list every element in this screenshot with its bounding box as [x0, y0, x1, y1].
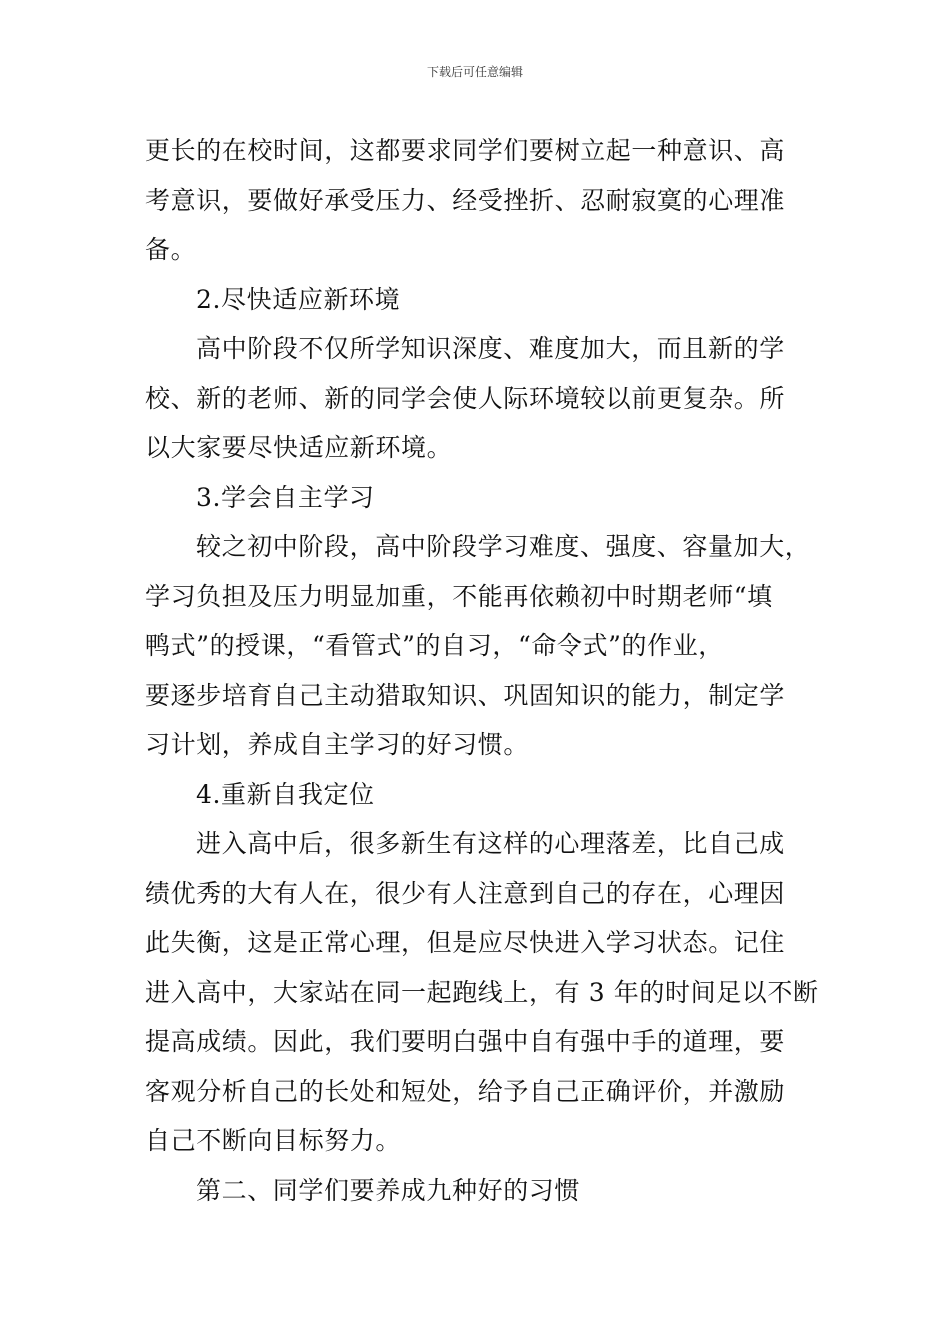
text-line: 高中阶段不仅所学知识深度、难度加大，而且新的学 — [196, 334, 785, 363]
text-line: 提高成绩。因此，我们要明白强中自有强中手的道理，要 — [145, 1027, 786, 1056]
text-line: 鸭式”的授课，“看管式”的自习，“命令式”的作业， — [145, 631, 724, 660]
text-line: 备。 — [145, 235, 197, 264]
text-line: 以大家要尽快适应新环境。 — [145, 433, 453, 462]
section-heading-adapt: 2.尽快适应新环境 — [196, 284, 401, 314]
section-heading-self-study: 3.学会自主学习 — [196, 482, 375, 512]
text-line: 习计划，养成自主学习的好习惯。 — [145, 730, 530, 759]
text-line: 较之初中阶段，高中阶段学习难度、强度、容量加大， — [196, 532, 811, 561]
paragraph-continuation — [145, 126, 815, 275]
text-line: 绩优秀的大有人在，很少有人注意到自己的存在，心理因 — [145, 878, 786, 908]
section-heading-habits: 第二、同学们要养成九种好的习惯 — [196, 1175, 581, 1205]
document-body — [145, 126, 819, 1215]
section-heading-reposition: 4.重新自我定位 — [196, 779, 375, 809]
text-line: 要逐步培育自己主动猎取知识、巩固知识的能力，制定学 — [145, 680, 786, 710]
text-line: 自己不断向目标努力。 — [145, 1126, 402, 1155]
text-line: 客观分析自己的长处和短处，给予自己正确评价，并激励 — [145, 1076, 786, 1106]
page-header: 下载后可任意编辑 — [426, 65, 523, 79]
paragraph-adapt — [145, 324, 815, 473]
text-line: 进入高中，大家站在同一起跑线上，有 3 年的时间足以不断 — [145, 977, 819, 1007]
text-line: 校、新的老师、新的同学会使人际环境较以前更复杂。所 — [145, 383, 786, 413]
paragraph-self-study — [145, 522, 815, 770]
paragraph-reposition — [145, 819, 819, 1166]
text-line: 更长的在校时间，这都要求同学们要树立起一种意识、高 — [145, 136, 786, 165]
text-line: 进入高中后，很多新生有这样的心理落差，比自己成 — [196, 829, 785, 858]
text-line: 考意识，要做好承受压力、经受挫折、忍耐寂寞的心理准 — [145, 185, 786, 215]
text-line: 学习负担及压力明显加重，不能再依赖初中时期老师“填 — [145, 581, 773, 611]
text-line: 此失衡，这是正常心理，但是应尽快进入学习状态。记住 — [145, 928, 786, 957]
